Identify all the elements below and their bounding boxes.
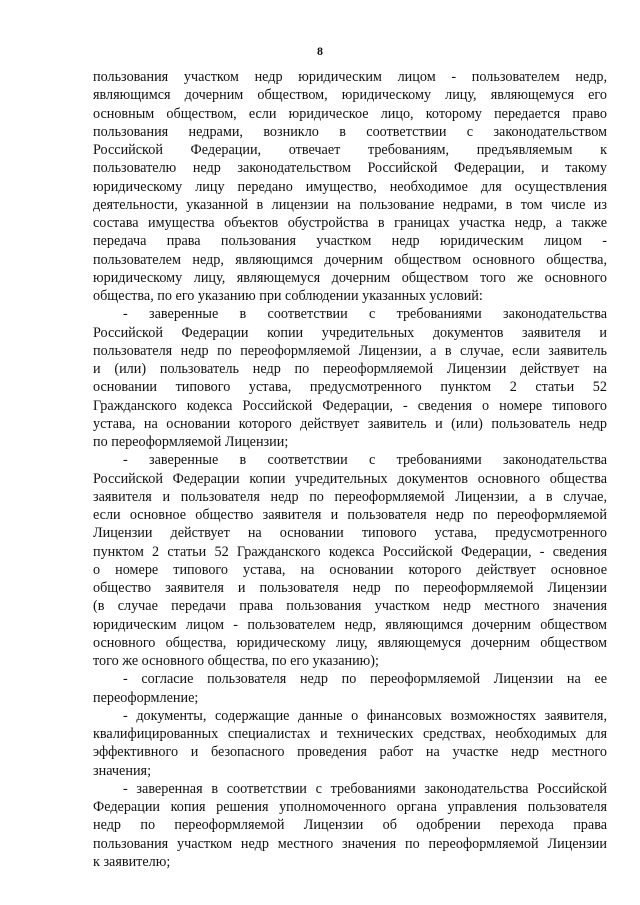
text-line: юридическим лицом - пользователем недр, являющимся дочерним обществом bbox=[93, 616, 607, 633]
text-line: значения; bbox=[93, 762, 152, 779]
body-text bbox=[93, 68, 607, 871]
text-line: пользования участком недр местного значения по переоформляемой Лицензии bbox=[93, 835, 607, 852]
text-line: деятельности, указанной в лицензии на пользование недрами, в том числе из bbox=[93, 196, 607, 213]
text-line: переоформление; bbox=[93, 689, 199, 706]
text-line: основании типового устава, предусмотренного пунктом 2 статьи 52 bbox=[93, 379, 607, 396]
text-line: состава имущества объектов обустройства в границах участка недр, а также bbox=[93, 215, 607, 231]
text-line: - заверенные в соответствии с требованиями законодательства bbox=[123, 306, 607, 323]
text-line: (в случае передачи права пользования участком недр местного значения bbox=[93, 598, 607, 615]
text-line: общество заявителя и пользователя недр по переоформляемой Лицензии bbox=[93, 580, 607, 596]
text-line: недр по переоформляемой Лицензии об одобрении перехода права bbox=[93, 817, 607, 834]
text-line: если основное общество заявителя и пользователя недр по переоформляемой bbox=[93, 507, 607, 523]
text-line: Российской Федерации, отвечает требованиям, предъявляемым к bbox=[93, 142, 607, 158]
text-line: к заявителю; bbox=[93, 853, 171, 870]
text-line: являющимся дочерним обществом, юридическому лицу, являющемуся его bbox=[93, 87, 607, 104]
text-line: пользователя недр по переоформляемой Лицензии, а в случае, если заявитель bbox=[93, 342, 607, 359]
text-line: - документы, содержащие данные о финансовых возможностях заявителя, bbox=[123, 707, 607, 724]
text-line: общества, по его указанию при соблюдении указанных условий: bbox=[93, 288, 483, 304]
text-line: Лицензии действует на основании типового устава, предусмотренного bbox=[93, 525, 607, 542]
text-line: устава, на основании которого действует заявитель и (или) пользователь недр bbox=[93, 415, 607, 432]
text-line: по переоформляемой Лицензии; bbox=[93, 434, 289, 450]
text-line: того же основного общества, по его указанию); bbox=[93, 653, 379, 669]
text-line: пользователю недр законодательством Российской Федерации, и такому bbox=[93, 160, 607, 177]
text-line: Российской Федерации копии учредительных документов заявителя и bbox=[93, 324, 607, 341]
text-line: - заверенные в соответствии с требованиями законодательства bbox=[123, 452, 607, 469]
text-line: - согласие пользователя недр по переоформляемой Лицензии на ее bbox=[123, 671, 607, 688]
text-line: и (или) пользователь недр по переоформляемой Лицензии действует на bbox=[93, 361, 607, 377]
text-line: эффективного и безопасного проведения работ на участке недр местного bbox=[93, 744, 607, 761]
text-line: основного общества, юридическому лицу, являющемуся дочерним обществом bbox=[93, 634, 607, 651]
text-line: пользователем недр, являющимся дочерним обществом основного общества, bbox=[93, 251, 607, 268]
text-line: Российской Федерации копии учредительных документов основного общества bbox=[93, 470, 607, 487]
text-line: - заверенная в соответствии с требованиями законодательства Российской bbox=[123, 780, 607, 797]
text-line: пользования недрами, возникло в соответствии с законодательством bbox=[93, 123, 607, 140]
text-line: Федерации копия решения уполномоченного органа управления пользователя bbox=[93, 799, 607, 815]
text-line: о номере типового устава, на основании которого действует основное bbox=[93, 561, 607, 578]
text-line: пользования участком недр юридическим лицом - пользователем недр, bbox=[93, 69, 607, 85]
text-line: юридическому лицу передано имущество, необходимое для осуществления bbox=[93, 178, 607, 195]
text-line: передача права пользования участком недр юридическим лицом - bbox=[93, 233, 607, 250]
text-line: основным обществом, если юридическое лицо, которому передается право bbox=[93, 105, 607, 122]
text-line: Гражданского кодекса Российской Федерации, - сведения о номере типового bbox=[93, 397, 607, 414]
text-line: заявителя и пользователя недр по переоформляемой Лицензии, а в случае, bbox=[93, 488, 607, 505]
text-line: пунктом 2 статьи 52 Гражданского кодекса Российской Федерации, - сведения bbox=[93, 543, 607, 560]
text-line: юридическому лицу, являющемуся дочерним обществом того же основного bbox=[93, 269, 607, 286]
text-line: квалифицированных специалистах и технических средствах, необходимых для bbox=[93, 726, 607, 742]
page-number: 8 bbox=[317, 44, 323, 58]
